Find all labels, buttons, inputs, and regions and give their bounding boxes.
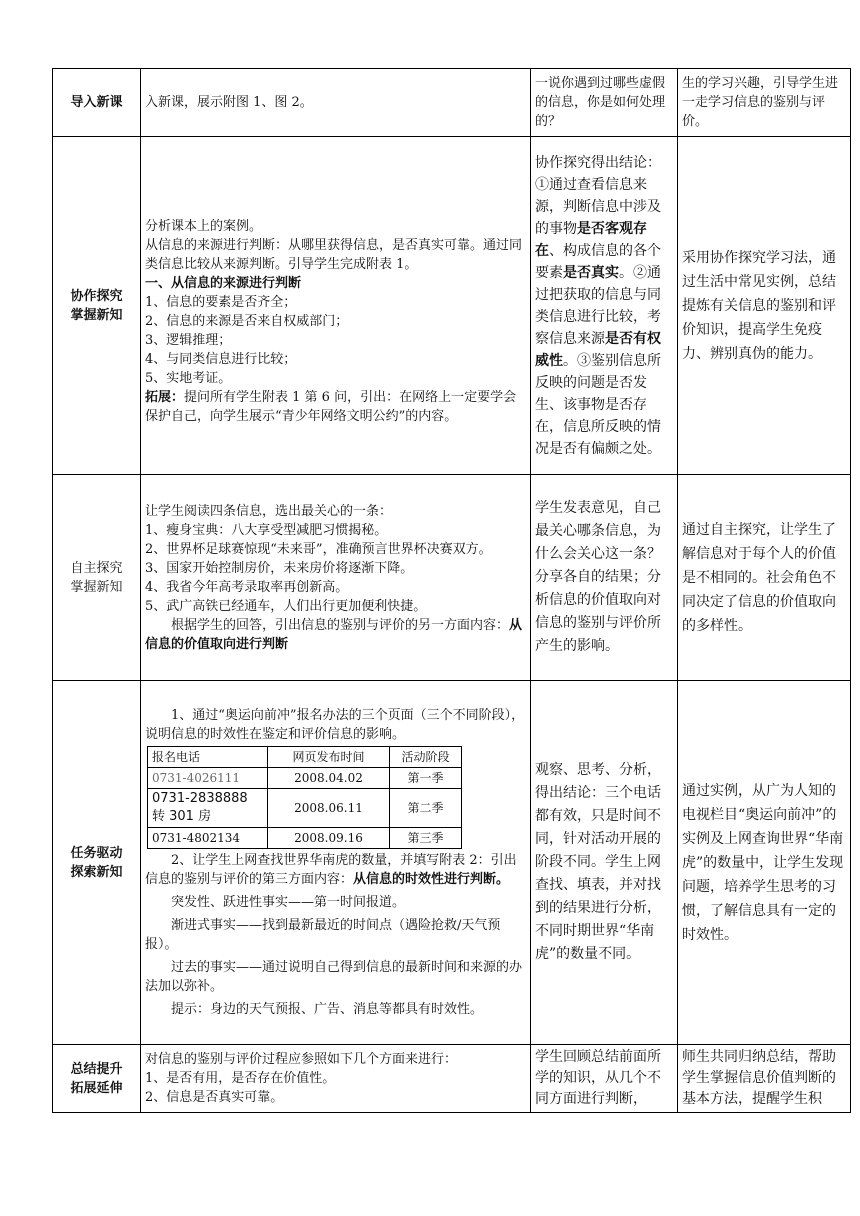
content-line: 5、武广高铁已经通车，人们出行更加便利快捷。	[145, 598, 427, 614]
student-text: 。③鉴别信息所反映的问题是否发生、该事物是否存在，信息所反映的情况是否有偏颇之处。	[535, 352, 661, 457]
content-line: 4、我省今年高考录取率再创新高。	[145, 579, 349, 595]
signup-table-header	[148, 747, 462, 768]
extension-text: 提问所有学生附表 1 第 6 问，引出：在网络上一定要学会保护自己，向学生展示“青少年网络文明公约”的内容。	[145, 390, 517, 424]
row-label-line: 拓展延伸	[70, 1080, 123, 1096]
content-bold: 从信息的时效性进行判断。	[353, 872, 510, 887]
fact-line: 提示：身边的天气预报、广告、消息等都具有时效性。	[171, 1002, 484, 1017]
row-label	[53, 1045, 141, 1113]
date-cell: 2008.04.02	[268, 768, 390, 789]
student-activity-cell	[531, 137, 678, 475]
row-label-line: 掌握新知	[70, 579, 123, 595]
student-activity-cell: 观察、思考、分析，得出结论：三个电话都有效，只是时间不同，针对活动开展的阶段不同。学生上网查找、填表，并对找到的结果进行分析，不同时期世界“华南虎”的数量不同。	[531, 681, 678, 1045]
content-bold: 从信息的价值取向进行判断	[145, 617, 523, 652]
content-line: 1、通过“奥运向前冲”报名办法的三个页面（三个不同阶段），说明信息的时效性在鉴定和评价信息的影响。	[145, 708, 525, 742]
phone-cell: 0731-2838888 转 301 房	[148, 789, 268, 828]
student-bold: 是否有权威性	[535, 330, 661, 369]
content-cell	[141, 475, 531, 681]
extension-paragraph	[145, 388, 526, 426]
content-line: 从信息的来源进行判断：从哪里获得信息，是否真实可靠。通过同类信息比较从来源判断。引导学生完成附表 1。	[145, 238, 523, 272]
section-heading: 一、从信息的来源进行判断	[145, 276, 302, 291]
table-row	[53, 137, 851, 475]
fact-line: 渐进式事实——找到最新最近的时间点（遇险抢救/天气预报）。	[145, 918, 501, 952]
student-activity-cell: 学生回顾总结前面所学的知识，从几个不同方面进行判断，	[531, 1045, 678, 1113]
row-label-line: 协作探究	[70, 288, 123, 304]
content-cell	[141, 69, 531, 137]
row-label	[53, 681, 141, 1045]
content-line: 4、与同类信息进行比较；	[145, 352, 297, 367]
design-intent-cell: 通过自主探究，让学生了解信息对于每个人的价值是不相同的。社会角色不同决定了信息的价值取向的多样性。	[678, 475, 851, 681]
content-line: 入新课，展示附图 1、图 2。	[145, 95, 313, 110]
column-header: 活动阶段	[390, 747, 462, 768]
content-cell	[141, 1045, 531, 1113]
content-line: 让学生阅读四条信息，选出最关心的一条：	[145, 503, 393, 519]
content-line: 5、实地考证。	[145, 371, 232, 386]
stage-cell: 第三季	[390, 828, 462, 849]
content-line: 分析课本上的案例。	[145, 219, 263, 234]
student-bold: 是否真实	[563, 264, 619, 281]
row-label-line: 总结提升	[70, 1061, 123, 1077]
design-intent-cell: 师生共同归纳总结，帮助学生掌握信息价值判断的基本方法，提醒学生积	[678, 1045, 851, 1113]
content-line: 2、世界杯足球赛惊现“未来哥”，准确预言世界杯决赛双方。	[145, 541, 492, 557]
row-label-line: 自主探究	[70, 560, 123, 576]
row-label	[53, 137, 141, 475]
stage-cell: 第一季	[390, 768, 462, 789]
content-line	[145, 851, 526, 889]
signup-table-row	[148, 789, 462, 828]
date-cell: 2008.06.11	[268, 789, 390, 828]
stage-cell: 第二季	[390, 789, 462, 828]
signup-table-row	[148, 828, 462, 849]
content-line: 3、国家开始控制房价，未来房价将逐渐下降。	[145, 560, 414, 576]
phone-cell: 0731-4026111	[148, 768, 268, 789]
content-line: 2、信息的来源是否来自权威部门；	[145, 314, 349, 329]
student-bold: 是否客观存在	[535, 220, 647, 259]
content-line: 1、瘦身宝典：八大享受型减肥习惯揭秘。	[145, 522, 388, 538]
content-line: 3、逻辑推理；	[145, 333, 232, 348]
content-cell	[141, 137, 531, 475]
signup-table	[147, 746, 462, 849]
row-label-line: 掌握新知	[70, 307, 123, 323]
phone-cell: 0731-4802134	[148, 828, 268, 849]
content-text: 根据学生的回答，引出信息的鉴别与评价的另一方面内容：	[171, 617, 510, 633]
row-label-line: 探索新知	[70, 864, 123, 880]
table-row	[53, 475, 851, 681]
content-line: 1、是否有用，是否存在价值性。	[145, 1071, 336, 1086]
column-header: 网页发布时间	[268, 747, 390, 768]
extension-label: 拓展：	[145, 390, 185, 405]
content-line: 1、信息的要素是否齐全；	[145, 295, 297, 310]
design-intent-cell: 通过实例，从广为人知的电视栏目“奥运向前冲”的实例及上网查询世界“华南虎”的数量中，让学生发现问题，培养学生思考的习惯，了解信息具有一定的时效性。	[678, 681, 851, 1045]
table-row	[53, 681, 851, 1045]
column-header: 报名电话	[148, 747, 268, 768]
content-line: 对信息的鉴别与评价过程应参照如下几个方面来进行：	[145, 1052, 458, 1067]
date-cell: 2008.09.16	[268, 828, 390, 849]
lesson-plan-table	[52, 68, 851, 1113]
fact-line: 过去的事实——通过说明自己得到信息的最新时间和来源的办法加以弥补。	[145, 960, 523, 994]
design-intent-cell: 生的学习兴趣，引导学生进一走学习信息的鉴别与评价。	[678, 69, 851, 137]
row-label	[53, 475, 141, 681]
row-label: 导入新课	[53, 69, 141, 137]
content-text: 2、让学生上网查找世界华南虎的数量，并填写附表 2：引出信息的鉴别与评价的第三方面内容：	[145, 853, 517, 887]
student-text: 协作探究得出结论：①通过查看信息来源，判断信息中涉及的事物	[535, 154, 661, 237]
fact-line: 突发性、跃进性事实——第一时间报道。	[171, 895, 406, 910]
content-line: 2、信息是否真实可靠。	[145, 1090, 284, 1105]
table-row	[53, 1045, 851, 1113]
design-intent-cell: 采用协作探究学习法，通过生活中常见实例，总结提炼有关信息的鉴别和评价知识，提高学生免疫力、辨别真伪的能力。	[678, 137, 851, 475]
row-label-line: 任务驱动	[70, 845, 123, 861]
student-activity-cell: 一说你遇到过哪些虚假的信息，你是如何处理的？	[531, 69, 678, 137]
student-activity-cell: 学生发表意见，自己最关心哪条信息，为什么会关心这一条？分享各自的结果；分析信息的价值取向对信息的鉴别与评价所产生的影响。	[531, 475, 678, 681]
signup-table-row	[148, 768, 462, 789]
student-text: 。②通过把获取的信息与同类信息进行比较，考察信息来源	[535, 264, 661, 347]
content-cell	[141, 681, 531, 1045]
content-line	[145, 616, 526, 654]
student-text: 、构成信息的各个要素	[535, 242, 661, 281]
table-row	[53, 69, 851, 137]
